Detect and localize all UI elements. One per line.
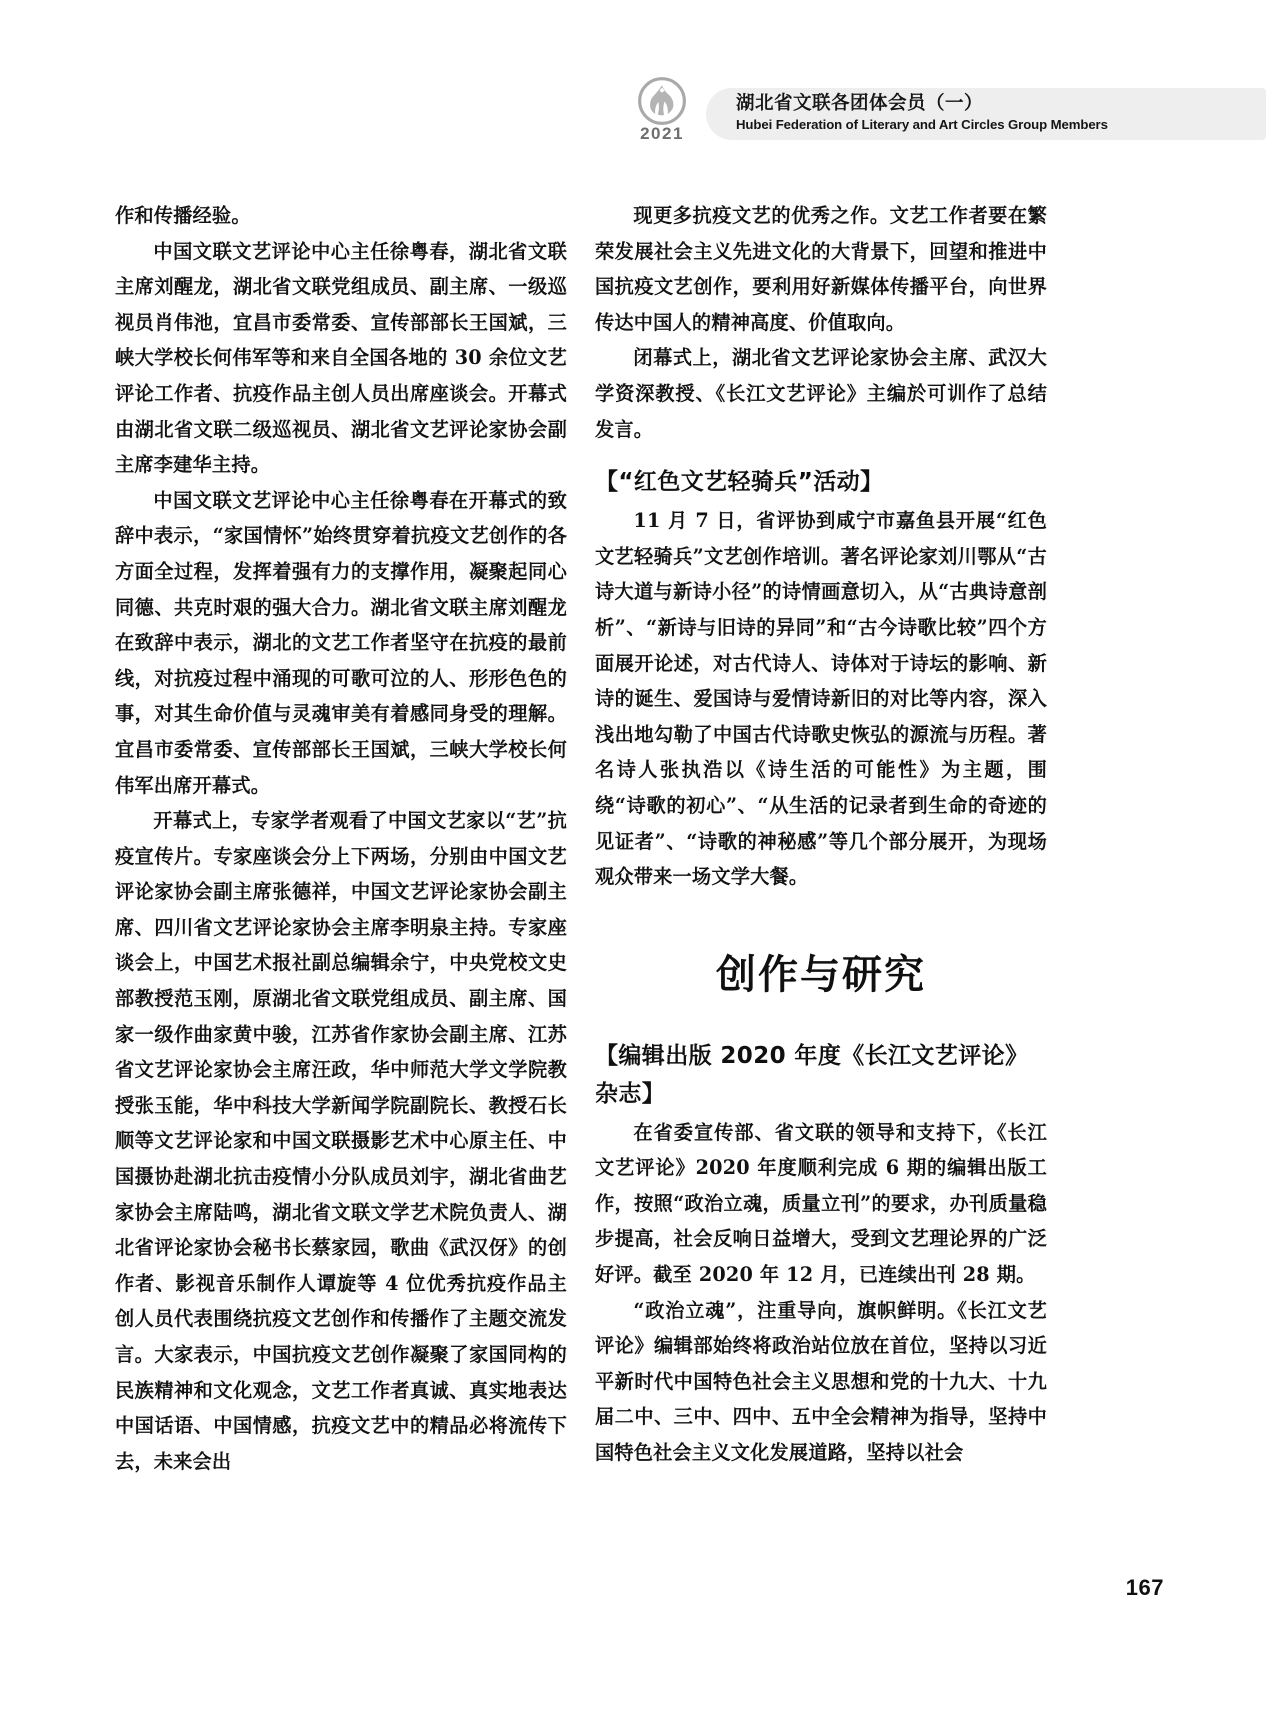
logo-block [620, 74, 704, 142]
header-title-chinese: 湖北省文联各团体会员（一） [736, 93, 984, 115]
page-number: 167 [1125, 1575, 1164, 1600]
paragraph: 开幕式上，专家学者观看了中国文艺家以“艺”抗疫宣传片。专家座谈会分上下两场，分别由中国文艺评论家协会副主席张德祥，中国文艺评论家协会副主席、四川省文艺评论家协会主席李明泉主持。专家座谈会上，中国艺术报社副总编辑余宁，中央党校文史部教授范玉刚，原湖北省文联党组成员、副主席、国家一级作曲家黄中骏，江苏省作家协会副主席、江苏省文艺评论家协会主席汪政，华中师范大学文学院教授张玉能，华中科技大学新闻学院副院长、教授石长顺等文艺评论家和中国文联摄影艺术中心原主任、中国摄协赴湖北抗击疫情小分队成员刘宇，湖北省曲艺家协会主席陆鸣，湖北省文联文学艺术院负责人、湖北省评论家协会秘书长蔡家园，歌曲《武汉伢》的创作者、影视音乐制作人谭旋等 4 位优秀抗疫作品主创人员代表围绕抗疫文艺创作和传播作了主题交流发言。大家表示，中国抗疫文艺创作凝聚了家国同构的民族精神和文化观念，文艺工作者真诚、真实地表达中国话语、中国情感，抗疫文艺中的精品必将流传下去，未来会出 [115, 809, 567, 1473]
paragraph: 中国文联文艺评论中心主任徐粤春在开幕式的致辞中表示，“家国情怀”始终贯穿着抗疫文艺创作的各方面全过程，发挥着强有力的支撑作用，凝聚起同心同德、共克时艰的强大合力。湖北省文联主席刘醒龙在致辞中表示，湖北的文艺工作者坚守在抗疫的最前线，对抗疫过程中涌现的可歌可泣的人、形形色色的事，对其生命价值与灵魂审美有着感同身受的理解。宜昌市委常委、宣传部部长王国斌，三峡大学校长何伟军出席开幕式。 [115, 488, 567, 797]
right-column [595, 198, 1047, 1479]
paragraph: 现更多抗疫文艺的优秀之作。文艺工作者要在繁荣发展社会主义先进文化的大背景下，回望和推进中国抗疫文艺创作，要利用好新媒体传播平台，向世界传达中国人的精神高度、价值取向。 [595, 204, 1047, 334]
left-column [115, 198, 567, 1479]
section-title-creation-and-research: 创作与研究 [716, 951, 926, 998]
paragraph: 闭幕式上，湖北省文艺评论家协会主席、武汉大学资深教授、《长江文艺评论》主编於可训作了总结发言。 [595, 346, 1047, 441]
paragraph: 11 月 7 日，省评协到咸宁市嘉鱼县开展“红色文艺轻骑兵”文艺创作培训。著名评论家刘川鄂从“古诗大道与新诗小径”的诗情画意切入，从“古典诗意剖析”、“新诗与旧诗的异同”和“古今诗歌比较”四个方面展开论述，对古代诗人、诗体对于诗坛的影响、新诗的诞生、爱国诗与爱情诗新旧的对比等内容，深入浅出地勾勒了中国古代诗歌史恢弘的源流与历程。著名诗人张执浩以《诗生活的可能性》为主题，围绕“诗歌的初心”、“从生活的记录者到生命的奇迹的见证者”、“诗歌的神秘感”等几个部分展开，为现场观众带来一场文学大餐。 [595, 509, 1047, 889]
hubei-federation-logo-icon [636, 75, 688, 127]
paragraph: 在省委宣传部、省文联的领导和支持下，《长江文艺评论》2020 年度顺利完成 6 期的编辑出版工作，按照“政治立魂，质量立刊”的要求，办刊质量稳步提高，社会反响日益增大，受到文艺理论界的广泛好评。截至 2020 年 12 月，已连续出刊 28 期。 [595, 1120, 1047, 1287]
paragraph: 中国文联文艺评论中心主任徐粤春，湖北省文联主席刘醒龙，湖北省文联党组成员、副主席、一级巡视员肖伟池，宜昌市委常委、宣传部部长王国斌，三峡大学校长何伟军等和来自全国各地的 30 余位文艺评论工作者、抗疫作品主创人员出席座谈会。开幕式由湖北省文联二级巡视员、湖北省文艺评论家协会副主席李建华主持。 [115, 239, 567, 477]
paragraph: “政治立魂”，注重导向，旗帜鲜明。《长江文艺评论》编辑部始终将政治站位放在首位，坚持以习近平新时代中国特色社会主义思想和党的十九大、十九届二中、三中、四中、五中全会精神为指导，坚持中国特色社会主义文化发展道路，坚持以社会 [595, 1298, 1047, 1465]
subsection-heading-red-light-cavalry: 【“红色文艺轻骑兵”活动】 [595, 469, 884, 496]
header-title-band [706, 88, 1266, 140]
header-title-english: Hubei Federation of Literary and Art Circles Group Members [736, 117, 1108, 133]
page-header [0, 74, 1276, 142]
subsection-heading-changjiang-review: 【编辑出版 2020 年度《长江文艺评论》杂志】 [595, 1042, 1029, 1107]
body-columns [115, 198, 1161, 1479]
paragraph: 作和传播经验。 [115, 204, 251, 227]
logo-year: 2021 [640, 124, 684, 143]
header-inner [620, 74, 1266, 142]
